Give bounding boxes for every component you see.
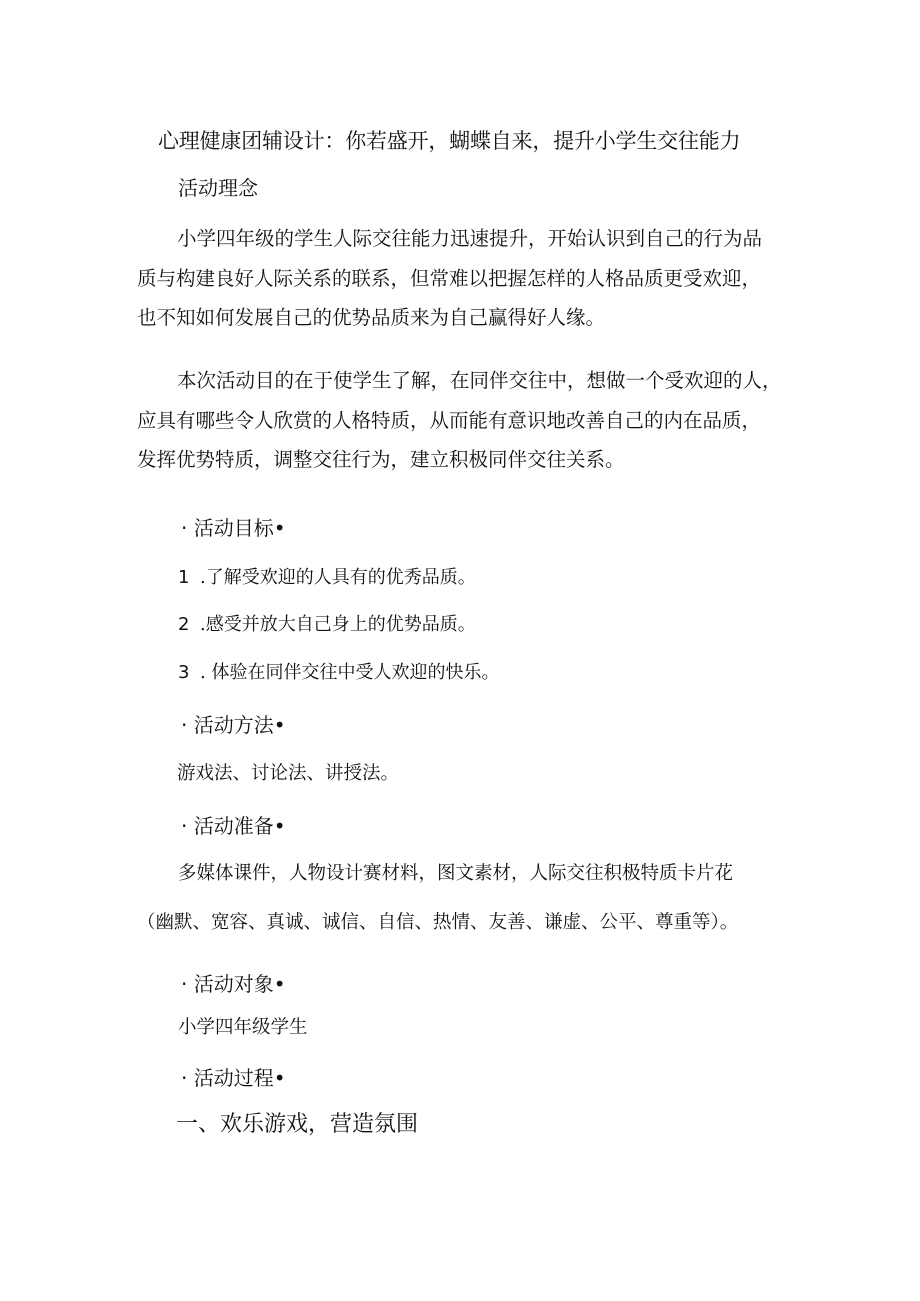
paragraph-line: 也不知如何发展自己的优势品质来为自己赢得好人缘。 xyxy=(137,306,606,329)
concept-paragraph-1 xyxy=(137,219,787,338)
concept-paragraph-2 xyxy=(137,361,787,480)
goal-text: . 体验在同伴交往中受人欢迎的快乐。 xyxy=(200,662,500,683)
goal-item xyxy=(178,611,476,639)
goal-text: .感受并放大自己身上的优势品质。 xyxy=(200,614,476,635)
paragraph-line: 本次活动目的在于使学生了解，在同伴交往中，想做一个受欢迎的人， xyxy=(177,369,782,392)
paragraph-line: 应具有哪些令人欣赏的人格特质，从而能有意识地改善自己的内在品质， xyxy=(137,408,762,432)
target-heading: · 活动对象• xyxy=(181,972,286,996)
paragraph-line: 发挥优势特质，调整交往行为，建立积极同伴交往关系。 xyxy=(137,448,625,471)
part-one-heading: 一、欢乐游戏，营造氛围 xyxy=(176,1112,419,1137)
methods-text: 游戏法、讨论法、讲授法。 xyxy=(177,763,400,784)
process-heading: · 活动过程• xyxy=(181,1066,286,1090)
prep-heading: · 活动准备• xyxy=(181,814,286,838)
goals-heading: · 活动目标• xyxy=(181,516,286,540)
target-text: 小学四年级学生 xyxy=(178,1017,308,1038)
goal-text: .了解受欢迎的人具有的优秀品质。 xyxy=(200,567,476,588)
prep-line: （幽默、宽容、真诚、诚信、自信、热情、友善、谦虚、公平、尊重等）。 xyxy=(137,912,739,933)
paragraph-line: 质与构建良好人际关系的联系，但常难以把握怎样的人格品质更受欢迎， xyxy=(137,266,762,290)
methods-heading: · 活动方法• xyxy=(181,713,286,737)
goal-number: 3 xyxy=(178,662,190,683)
goal-item xyxy=(178,564,476,592)
goal-number: 2 xyxy=(178,614,190,635)
goal-item xyxy=(178,659,499,687)
concept-heading: 活动理念 xyxy=(178,176,258,200)
prep-line: 多媒体课件，人物设计赛材料，图文素材，人际交往积极特质卡片花 xyxy=(178,863,734,884)
goal-number: 1 xyxy=(178,567,190,588)
paragraph-line: 小学四年级的学生人际交往能力迅速提升，开始认识到自己的行为品 xyxy=(177,227,763,250)
document-title: 心理健康团辅设计：你若盛开，蝴蝶自来，提升小学生交往能力 xyxy=(158,129,741,153)
